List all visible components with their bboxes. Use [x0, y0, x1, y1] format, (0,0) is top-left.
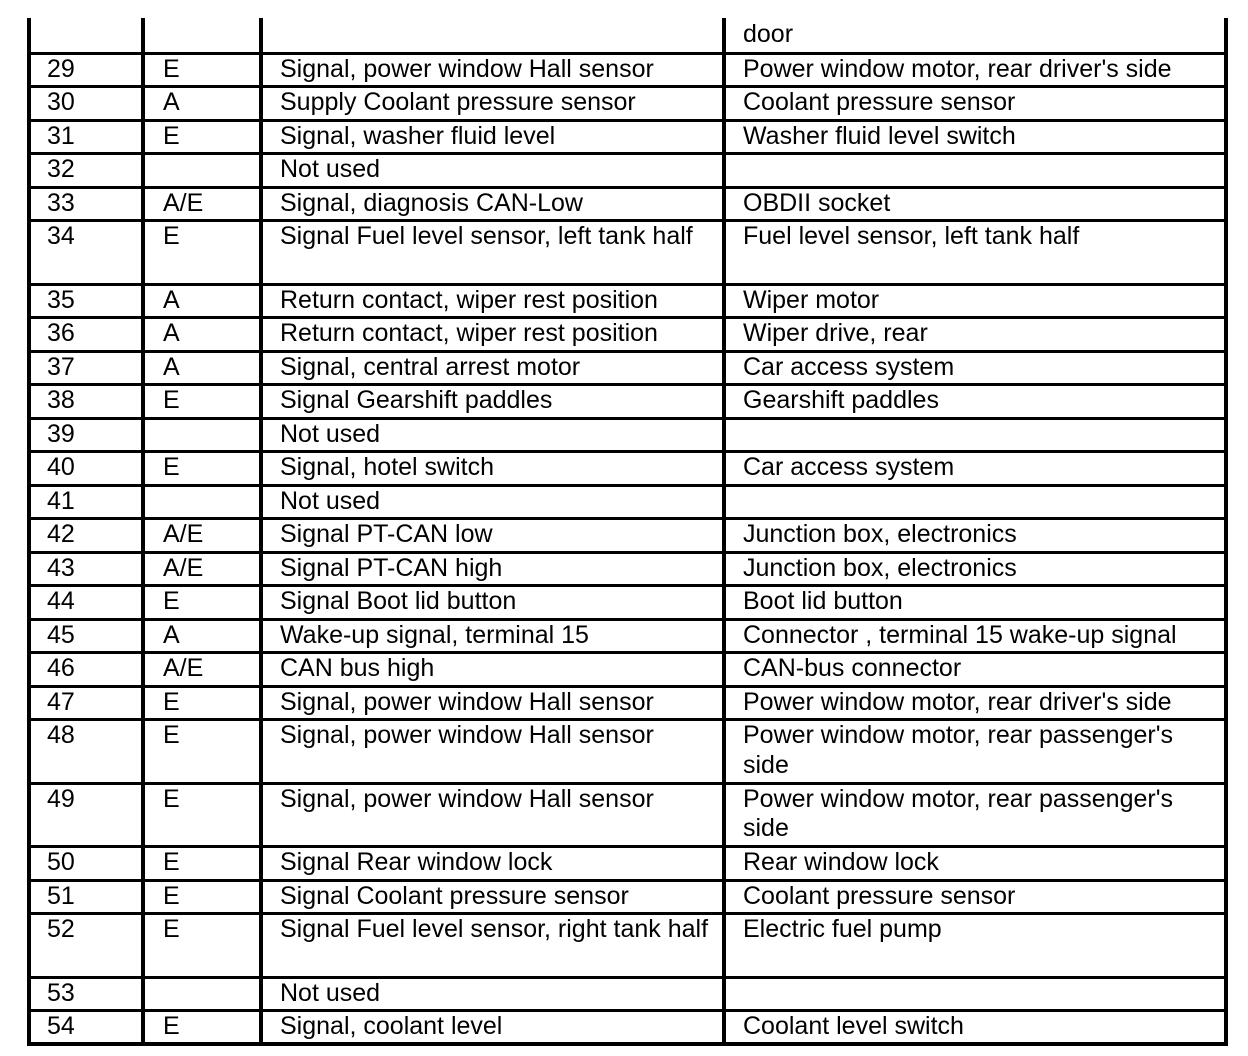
pin-cell: 44	[29, 586, 143, 620]
table-row	[29, 586, 1226, 620]
component-cell: Fuel level sensor, left tank half	[724, 221, 1226, 285]
type-cell: A/E	[143, 519, 261, 553]
component-cell: Wiper drive, rear	[724, 318, 1226, 352]
pin-cell: 31	[29, 120, 143, 154]
component-cell: Car access system	[724, 351, 1226, 385]
description-cell: Signal PT-CAN low	[261, 519, 724, 553]
pin-cell: 39	[29, 418, 143, 452]
description-cell: Signal, washer fluid level	[261, 120, 724, 154]
pin-cell: 53	[29, 977, 143, 1011]
table-row	[29, 653, 1226, 687]
description-cell: Signal, hotel switch	[261, 452, 724, 486]
description-cell: Wake-up signal, terminal 15	[261, 619, 724, 653]
component-cell: door	[724, 18, 1226, 53]
component-cell	[724, 418, 1226, 452]
description-cell: Signal, coolant level	[261, 1011, 724, 1045]
type-cell: E	[143, 120, 261, 154]
pin-cell	[29, 18, 143, 53]
description-cell: Supply Coolant pressure sensor	[261, 87, 724, 121]
description-cell: Signal, central arrest motor	[261, 351, 724, 385]
component-cell	[724, 977, 1226, 1011]
component-cell: OBDII socket	[724, 187, 1226, 221]
table-row	[29, 154, 1226, 188]
component-cell	[724, 154, 1226, 188]
description-cell: Return contact, wiper rest position	[261, 318, 724, 352]
description-cell: Signal, power window Hall sensor	[261, 783, 724, 847]
table-row	[29, 385, 1226, 419]
pin-cell: 45	[29, 619, 143, 653]
pin-cell: 42	[29, 519, 143, 553]
component-cell: Junction box, electronics	[724, 519, 1226, 553]
type-cell	[143, 977, 261, 1011]
table-row	[29, 187, 1226, 221]
component-cell: CAN-bus connector	[724, 653, 1226, 687]
type-cell	[143, 154, 261, 188]
type-cell: E	[143, 914, 261, 978]
table-row	[29, 783, 1226, 847]
component-cell: Wiper motor	[724, 284, 1226, 318]
description-cell: Not used	[261, 977, 724, 1011]
type-cell: E	[143, 452, 261, 486]
pin-cell: 50	[29, 847, 143, 881]
type-cell: A/E	[143, 187, 261, 221]
component-cell: Power window motor, rear driver's side	[724, 686, 1226, 720]
description-cell: Signal Fuel level sensor, right tank half	[261, 914, 724, 978]
table-row	[29, 619, 1226, 653]
table-row	[29, 351, 1226, 385]
pin-cell: 29	[29, 53, 143, 87]
type-cell: E	[143, 53, 261, 87]
pin-cell: 40	[29, 452, 143, 486]
table-row	[29, 977, 1226, 1011]
description-cell: Signal, power window Hall sensor	[261, 53, 724, 87]
description-cell: Signal, power window Hall sensor	[261, 720, 724, 784]
pin-cell: 51	[29, 880, 143, 914]
pin-cell: 37	[29, 351, 143, 385]
type-cell: A	[143, 284, 261, 318]
table-row	[29, 318, 1226, 352]
description-cell: Signal Boot lid button	[261, 586, 724, 620]
component-cell	[724, 485, 1226, 519]
pin-cell: 32	[29, 154, 143, 188]
pin-cell: 35	[29, 284, 143, 318]
type-cell: E	[143, 783, 261, 847]
component-cell: Electric fuel pump	[724, 914, 1226, 978]
type-cell	[143, 418, 261, 452]
description-cell: Not used	[261, 418, 724, 452]
pin-cell: 36	[29, 318, 143, 352]
component-cell: Rear window lock	[724, 847, 1226, 881]
table-row-continued	[29, 18, 1226, 53]
type-cell: E	[143, 221, 261, 285]
type-cell: E	[143, 720, 261, 784]
type-cell: A	[143, 351, 261, 385]
description-cell: Signal PT-CAN high	[261, 552, 724, 586]
description-cell	[261, 18, 724, 53]
pin-cell: 48	[29, 720, 143, 784]
pin-cell: 46	[29, 653, 143, 687]
type-cell: A	[143, 87, 261, 121]
description-cell: Signal Fuel level sensor, left tank half	[261, 221, 724, 285]
table-row	[29, 221, 1226, 285]
table-row	[29, 418, 1226, 452]
description-cell: Signal Rear window lock	[261, 847, 724, 881]
description-cell: CAN bus high	[261, 653, 724, 687]
component-cell: Power window motor, rear driver's side	[724, 53, 1226, 87]
type-cell	[143, 18, 261, 53]
table-row	[29, 485, 1226, 519]
type-cell	[143, 485, 261, 519]
type-cell: A	[143, 318, 261, 352]
pin-cell: 54	[29, 1011, 143, 1045]
description-cell: Signal Gearshift paddles	[261, 385, 724, 419]
table-row	[29, 880, 1226, 914]
table-row	[29, 914, 1226, 978]
type-cell: E	[143, 880, 261, 914]
table-row	[29, 552, 1226, 586]
pin-cell: 33	[29, 187, 143, 221]
pin-cell: 41	[29, 485, 143, 519]
component-cell: Power window motor, rear passenger's side	[724, 720, 1226, 784]
pin-cell: 49	[29, 783, 143, 847]
description-cell: Not used	[261, 485, 724, 519]
component-cell: Car access system	[724, 452, 1226, 486]
component-cell: Connector , terminal 15 wake-up signal	[724, 619, 1226, 653]
table-row	[29, 284, 1226, 318]
table-row	[29, 1011, 1226, 1045]
description-cell: Not used	[261, 154, 724, 188]
description-cell: Signal, power window Hall sensor	[261, 686, 724, 720]
pin-assignment-table	[27, 18, 1228, 1046]
type-cell: A	[143, 619, 261, 653]
type-cell: E	[143, 586, 261, 620]
table-row	[29, 720, 1226, 784]
table-row	[29, 686, 1226, 720]
pin-cell: 47	[29, 686, 143, 720]
description-cell: Signal Coolant pressure sensor	[261, 880, 724, 914]
component-cell: Gearshift paddles	[724, 385, 1226, 419]
table-row	[29, 53, 1226, 87]
component-cell: Junction box, electronics	[724, 552, 1226, 586]
type-cell: A/E	[143, 653, 261, 687]
pin-cell: 38	[29, 385, 143, 419]
pin-table-body	[29, 18, 1226, 1044]
component-cell: Washer fluid level switch	[724, 120, 1226, 154]
table-row	[29, 120, 1226, 154]
type-cell: E	[143, 1011, 261, 1045]
type-cell: E	[143, 686, 261, 720]
pin-cell: 52	[29, 914, 143, 978]
table-row	[29, 847, 1226, 881]
table-row	[29, 452, 1226, 486]
type-cell: E	[143, 847, 261, 881]
component-cell: Boot lid button	[724, 586, 1226, 620]
component-cell: Coolant level switch	[724, 1011, 1226, 1045]
table-row	[29, 87, 1226, 121]
pin-cell: 34	[29, 221, 143, 285]
pin-cell: 30	[29, 87, 143, 121]
pin-cell: 43	[29, 552, 143, 586]
table-row	[29, 519, 1226, 553]
component-cell: Coolant pressure sensor	[724, 87, 1226, 121]
type-cell: A/E	[143, 552, 261, 586]
component-cell: Coolant pressure sensor	[724, 880, 1226, 914]
component-cell: Power window motor, rear passenger's side	[724, 783, 1226, 847]
description-cell: Return contact, wiper rest position	[261, 284, 724, 318]
type-cell: E	[143, 385, 261, 419]
description-cell: Signal, diagnosis CAN-Low	[261, 187, 724, 221]
